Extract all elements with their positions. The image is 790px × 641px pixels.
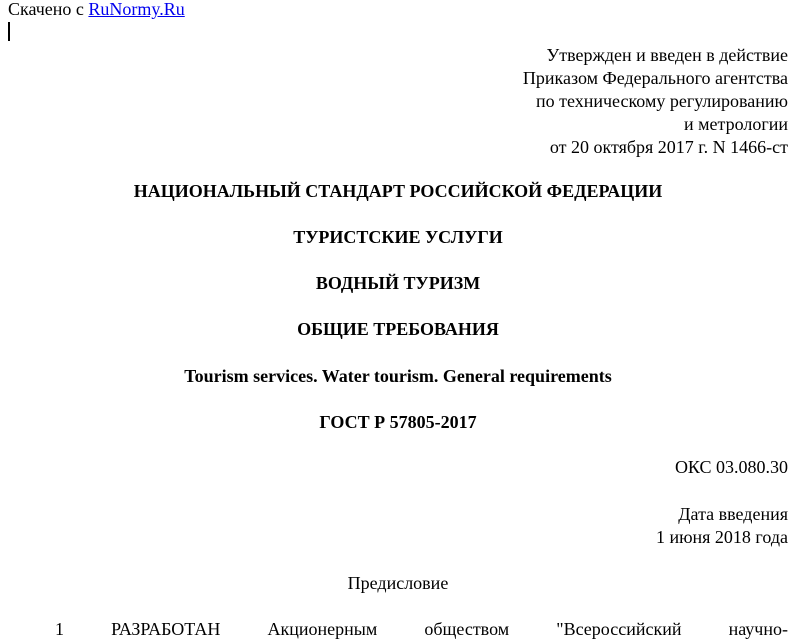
approval-line: от 20 октября 2017 г. N 1466-ст (549, 137, 788, 157)
item-word: научно- (728, 619, 788, 639)
item-word: обществом (424, 619, 510, 639)
approval-line: Приказом Федерального агентства (522, 68, 788, 88)
preface-heading: Предисловие (347, 573, 449, 593)
runormy-link[interactable]: RuNormy.Ru (88, 0, 185, 19)
preface-item-1 (55, 618, 788, 641)
text-cursor (8, 22, 10, 41)
approval-line: и метрологии (684, 114, 788, 134)
item-word: Акционерным (267, 619, 378, 639)
title-general-requirements: ОБЩИЕ ТРЕБОВАНИЯ (297, 319, 499, 339)
approval-line: по техническому регулированию (535, 91, 788, 111)
approval-block (523, 44, 788, 159)
standard-code: ГОСТ Р 57805-2017 (319, 412, 477, 432)
intro-date-label: Дата введения (678, 504, 788, 524)
title-english: Tourism services. Water tourism. General requirements (184, 366, 612, 386)
item-number: 1 (55, 619, 64, 639)
approval-line: Утвержден и введен в действие (546, 45, 788, 65)
title-tourist-services: ТУРИСТСКИЕ УСЛУГИ (293, 227, 503, 247)
standard-title: НАЦИОНАЛЬНЫЙ СТАНДАРТ РОССИЙСКОЙ ФЕДЕРАЦИИ (133, 181, 663, 201)
intro-date-value: 1 июня 2018 года (655, 527, 788, 547)
title-water-tourism: ВОДНЫЙ ТУРИЗМ (315, 273, 481, 293)
item-word: "Всероссийский (556, 619, 682, 639)
download-prefix: Скачено с (8, 0, 84, 19)
oks-code: ОКС 03.080.30 (674, 457, 788, 477)
item-word: РАЗРАБОТАН (111, 619, 221, 639)
download-source-line (8, 0, 185, 21)
